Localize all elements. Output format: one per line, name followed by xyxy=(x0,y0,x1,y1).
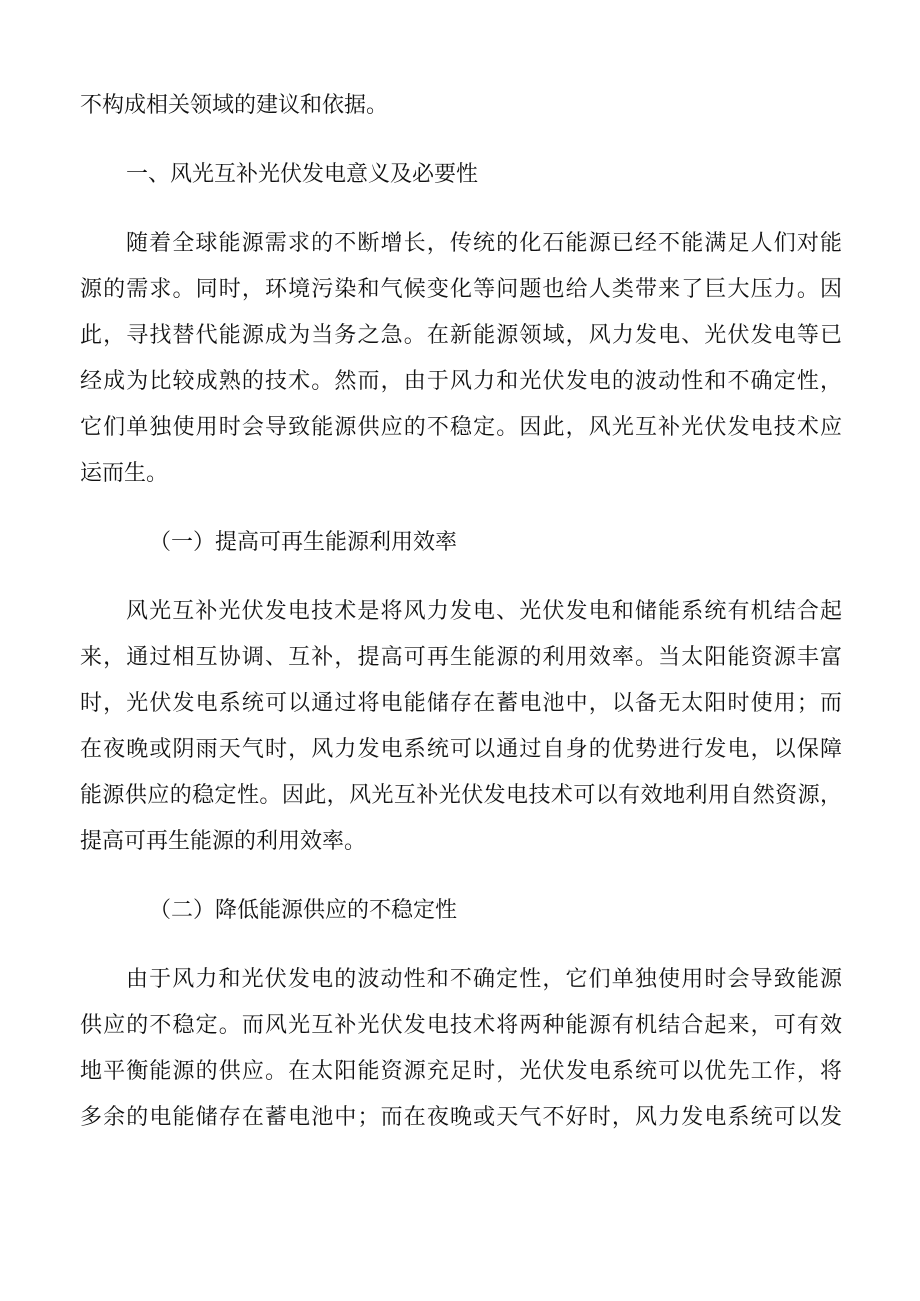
paragraph-line: 不构成相关领域的建议和依据。 xyxy=(80,93,389,118)
paragraph-line: 供应的不稳定。而风光互补光伏发电技术将两种能源有机结合起来，可有效 xyxy=(80,1013,842,1038)
paragraph-line: 时，光伏发电系统可以通过将电能储存在蓄电池中，以备无太阳时使用；而 xyxy=(80,691,842,716)
paragraph-spacing xyxy=(80,497,842,520)
paragraph-line: 运而生。 xyxy=(80,461,169,486)
paragraph-line: 它们单独使用时会导致能源供应的不稳定。因此，风光互补光伏发电技术应 xyxy=(80,415,842,440)
subsection-heading: （一）提高可再生能源利用效率 xyxy=(149,530,458,555)
paragraph-line: 源的需求。同时，环境污染和气候变化等问题也给人类带来了巨大压力。因 xyxy=(80,277,842,302)
paragraph-line: 地平衡能源的供应。在太阳能资源充足时，光伏发电系统可以优先工作，将 xyxy=(80,1059,842,1084)
paragraph-spacing xyxy=(80,934,842,957)
section-heading: 一、风光互补光伏发电意义及必要性 xyxy=(126,162,479,187)
paragraph-line: 此，寻找替代能源成为当务之急。在新能源领域，风力发电、光伏发电等已 xyxy=(80,323,842,348)
paragraph-line: 来，通过相互协调、互补，提高可再生能源的利用效率。当太阳能资源丰富 xyxy=(80,645,842,670)
paragraph-line: 风光互补光伏发电技术是将风力发电、光伏发电和储能系统有机结合起 xyxy=(126,599,842,624)
paragraph-spacing xyxy=(80,566,842,589)
paragraph-line: 由于风力和光伏发电的波动性和不确定性，它们单独使用时会导致能源 xyxy=(126,967,842,992)
paragraph-line: 随着全球能源需求的不断增长，传统的化石能源已经不能满足人们对能 xyxy=(126,231,842,256)
paragraph-line: 经成为比较成熟的技术。然而，由于风力和光伏发电的波动性和不确定性， xyxy=(80,369,842,394)
paragraph-line: 提高可再生能源的利用效率。 xyxy=(80,829,367,854)
paragraph-spacing xyxy=(80,865,842,888)
paragraph-spacing xyxy=(80,198,842,221)
paragraph-spacing xyxy=(80,129,842,152)
document-body xyxy=(80,83,842,1141)
paragraph-line: 能源供应的稳定性。因此，风光互补光伏发电技术可以有效地利用自然资源， xyxy=(80,783,842,808)
subsection-heading: （二）降低能源供应的不稳定性 xyxy=(149,898,458,923)
paragraph-line: 在夜晚或阴雨天气时，风力发电系统可以通过自身的优势进行发电，以保障 xyxy=(80,737,842,762)
paragraph-line: 多余的电能储存在蓄电池中；而在夜晚或天气不好时，风力发电系统可以发 xyxy=(80,1105,842,1130)
